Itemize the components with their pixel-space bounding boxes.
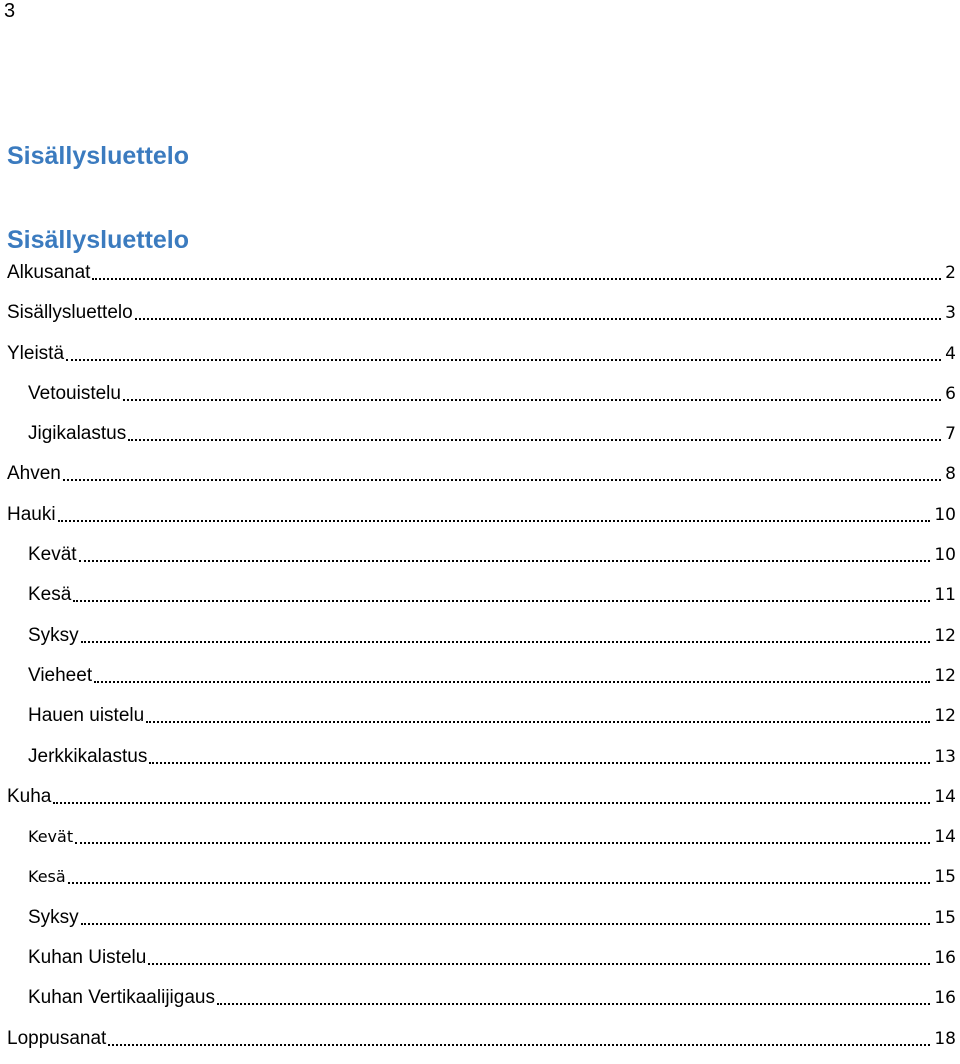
dot-leader xyxy=(92,260,941,286)
toc-entry[interactable] xyxy=(0,621,960,661)
toc-entry-label: Hauen uistelu xyxy=(28,705,145,727)
toc-entry[interactable] xyxy=(0,379,960,419)
dot-leader xyxy=(146,703,930,729)
toc-entry[interactable] xyxy=(0,742,960,782)
toc-entry[interactable] xyxy=(0,500,960,540)
toc-entry-page-number: 12 xyxy=(934,625,956,646)
toc-heading: Sisällysluettelo xyxy=(7,226,190,254)
toc-entry-label: Kesä xyxy=(28,867,66,887)
toc-entry-label: Ahven xyxy=(7,463,61,485)
toc-entry-page-number: 14 xyxy=(934,786,956,807)
toc-entry-label: Jerkkikalastus xyxy=(28,745,148,767)
toc-entry[interactable] xyxy=(0,580,960,620)
toc-entry[interactable] xyxy=(0,822,960,862)
toc-entry-page-number: 2 xyxy=(945,263,956,283)
dot-leader xyxy=(73,582,930,608)
toc-entry-page-number: 11 xyxy=(934,585,956,606)
dot-leader xyxy=(75,824,930,850)
toc-entry-page-number: 13 xyxy=(934,746,956,767)
toc-entry-page-number: 8 xyxy=(945,464,956,485)
toc-entry-label: Kesä xyxy=(28,584,72,606)
page-title: Sisällysluettelo xyxy=(7,142,190,170)
toc-entry-label: Jigikalastus xyxy=(28,423,127,445)
dot-leader xyxy=(68,864,931,890)
dot-leader xyxy=(81,623,931,649)
toc-entry-page-number: 16 xyxy=(934,948,956,969)
toc-entry-label: Kevät xyxy=(28,544,77,566)
dot-leader xyxy=(81,905,931,931)
toc-entry[interactable] xyxy=(0,419,960,459)
dot-leader xyxy=(108,1026,930,1052)
toc-entry-page-number: 7 xyxy=(945,424,956,445)
toc-entry-label: Kuha xyxy=(7,785,52,807)
toc-entry-page-number: 6 xyxy=(945,383,956,404)
toc-entry[interactable] xyxy=(0,298,960,338)
toc-entry[interactable] xyxy=(0,943,960,983)
table-of-contents xyxy=(0,258,960,1064)
dot-leader xyxy=(149,744,930,770)
toc-entry-page-number: 18 xyxy=(934,1028,956,1049)
toc-entry-label: Loppusanat xyxy=(7,1027,107,1049)
dot-leader xyxy=(79,542,931,568)
toc-entry[interactable] xyxy=(0,1024,960,1064)
toc-entry[interactable] xyxy=(0,903,960,943)
toc-entry-label: Yleistä xyxy=(7,342,65,364)
dot-leader xyxy=(58,502,931,528)
toc-entry-label: Vieheet xyxy=(28,664,93,686)
toc-entry-page-number: 12 xyxy=(934,665,956,686)
toc-entry-label: Kevät xyxy=(28,827,74,847)
dot-leader xyxy=(128,421,941,447)
toc-entry-label: Hauki xyxy=(7,503,56,525)
page-number: 3 xyxy=(4,0,16,22)
dot-leader xyxy=(63,461,941,487)
toc-entry[interactable] xyxy=(0,983,960,1023)
toc-entry[interactable] xyxy=(0,661,960,701)
dot-leader xyxy=(135,300,942,326)
toc-entry[interactable] xyxy=(0,862,960,902)
dot-leader xyxy=(94,663,930,689)
toc-entry-label: Syksy xyxy=(28,624,79,646)
toc-entry[interactable] xyxy=(0,459,960,499)
dot-leader xyxy=(53,784,930,810)
dot-leader xyxy=(148,945,930,971)
toc-entry[interactable] xyxy=(0,339,960,379)
dot-leader xyxy=(123,381,941,407)
toc-entry[interactable] xyxy=(0,701,960,741)
toc-entry-label: Sisällysluettelo xyxy=(7,302,133,324)
toc-entry-page-number: 15 xyxy=(934,907,956,928)
toc-entry-page-number: 10 xyxy=(934,545,956,566)
toc-entry-label: Vetouistelu xyxy=(28,382,121,404)
toc-entry-page-number: 3 xyxy=(945,303,956,324)
toc-entry-page-number: 4 xyxy=(945,343,956,364)
toc-entry-page-number: 14 xyxy=(934,827,956,848)
toc-entry-page-number: 10 xyxy=(934,504,956,525)
dot-leader xyxy=(66,341,941,367)
toc-entry[interactable] xyxy=(0,782,960,822)
toc-entry-page-number: 12 xyxy=(934,706,956,727)
toc-entry[interactable] xyxy=(0,540,960,580)
toc-entry-page-number: 16 xyxy=(934,988,956,1009)
toc-entry-label: Kuhan Uistelu xyxy=(28,947,147,969)
dot-leader xyxy=(217,985,930,1011)
toc-entry-label: Kuhan Vertikaalijigaus xyxy=(28,987,215,1009)
toc-entry-label: Syksy xyxy=(28,906,79,928)
toc-entry[interactable] xyxy=(0,258,960,298)
toc-entry-page-number: 15 xyxy=(934,867,956,888)
toc-entry-label: Alkusanat xyxy=(7,262,91,283)
